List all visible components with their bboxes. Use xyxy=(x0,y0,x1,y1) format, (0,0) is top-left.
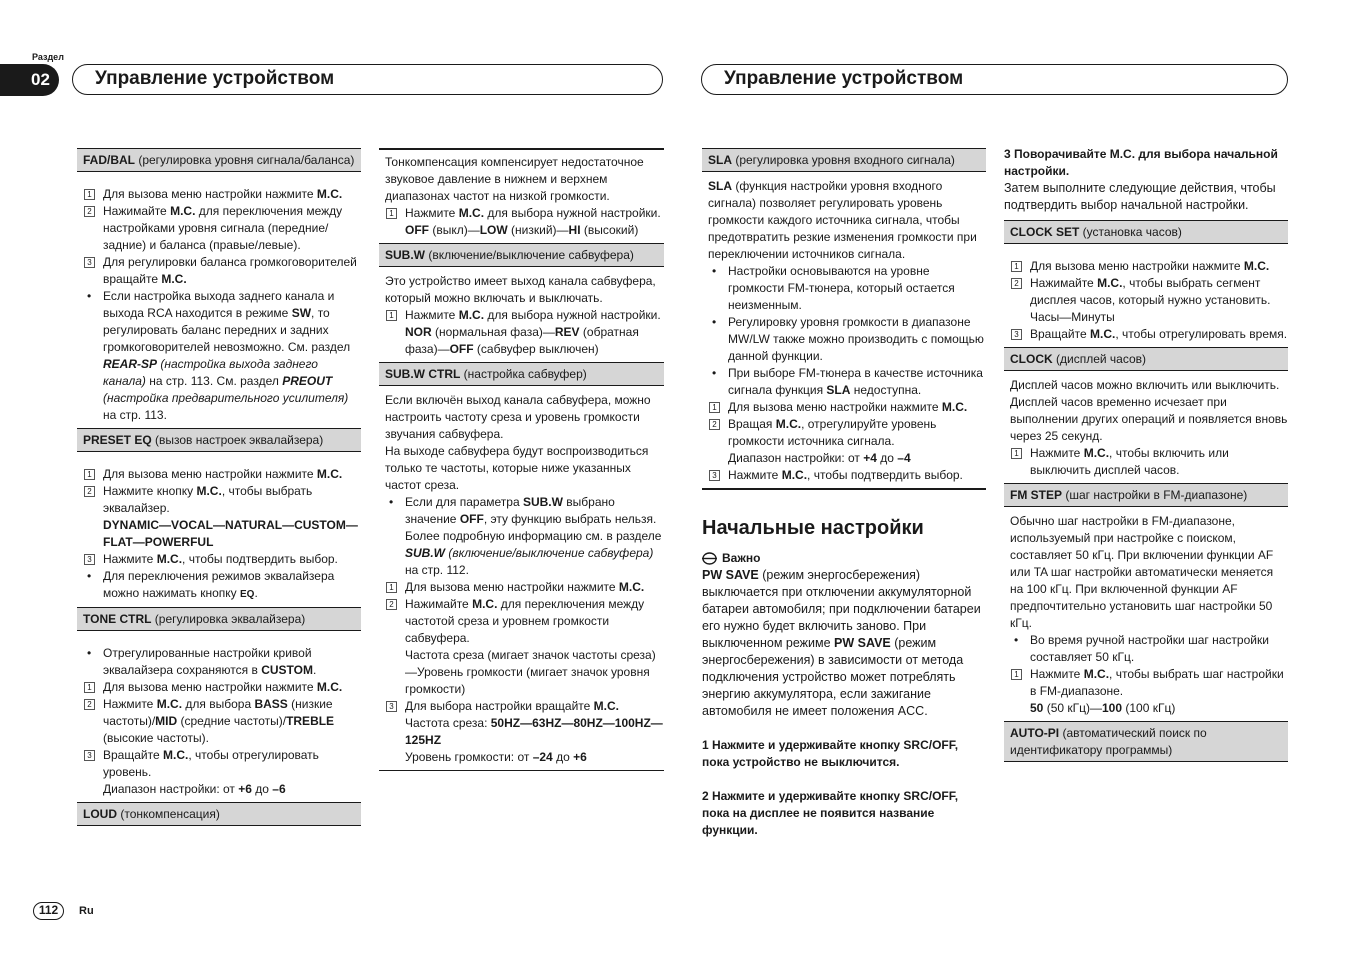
page-number: 112 xyxy=(33,902,64,920)
important-note: Важно xyxy=(702,550,986,567)
auto-pi-header: AUTO-PI (автоматический поиск по идентификатору программы) xyxy=(1004,721,1288,762)
list-item: 2 Нажмите кнопку M.C., чтобы выбрать эквалайзер. DYNAMIC—VOCAL—NATURAL—CUSTOM—FLAT—POWERFUL xyxy=(77,483,361,551)
column-4 xyxy=(1004,146,1288,762)
sub-w-header: SUB.W (включение/выключение сабвуфера) xyxy=(379,243,664,267)
loud-text: Тонкомпенсация компенсирует недостаточное звуковое давление в нижнем и верхнем диапазонах частот на низкой громкости. xyxy=(385,154,644,203)
list-item: 3 Нажмите M.C., чтобы подтвердить выбор. xyxy=(77,551,361,568)
list-item: • Во время ручной настройки шаг настройки составляет 50 кГц. xyxy=(1014,633,1269,664)
sub-w-ctrl-header: SUB.W CTRL (настройка сабвуфер) xyxy=(379,362,664,386)
clock-header: CLOCK (дисплей часов) xyxy=(1004,347,1288,371)
section-heading: Начальные настройки xyxy=(702,516,924,539)
list-item: 3 Нажмите M.C., чтобы подтвердить выбор. xyxy=(702,467,986,484)
list-item: 1 Для вызова меню настройки нажмите M.C. xyxy=(77,466,361,483)
fm-step-text: Обычно шаг настройки в FM-диапазоне, используемый при настройке с поиском, составляет 50 кГц. При включении функции AF или TA шаг настройки автоматически меняется на 100 кГц. При включенной функции AF предпочтительно установить шаг настройки 50 кГц. xyxy=(1010,514,1274,630)
section-number-tab: 02 xyxy=(0,64,59,96)
list-item: 1 Для вызова меню настройки нажмите M.C. xyxy=(702,399,986,416)
list-item: • При выборе FM-тюнера в качестве источника сигнала функция SLA недоступна. xyxy=(712,366,983,397)
list-item: 1 Нажмите M.C. для выбора нужной настройки. NOR (нормальная фаза)—REV (обратная фаза)—OFF (сабвуфер выключен) xyxy=(379,307,664,358)
page-title-right: Управление устройством xyxy=(701,64,1288,95)
list-item: • Настройки основываются на уровне громкости FM-тюнера, который остается неизменным. xyxy=(712,264,955,312)
list-item: 1 Для вызова меню настройки нажмите M.C. xyxy=(379,579,664,596)
eq-button-glyph: EQ xyxy=(240,589,255,600)
list-item: • Для переключения режимов эквалайзера можно нажимать кнопку EQ. xyxy=(87,569,335,600)
fm-step-header: FM STEP (шаг настройки в FM-диапазоне) xyxy=(1004,483,1288,507)
list-item: • Если настройка выхода заднего канала и выхода RCA находится в режиме SW, то регулировать баланс передних и задних громкоговорителей невозможно. См. раздел REAR-SP (настройка выхода заднего канала) на стр. 113. См. раздел PREOUT (настройка предварительного усилителя) на стр. 113. xyxy=(87,289,351,422)
clock-text-1: Дисплей часов можно включить или выключить. xyxy=(1010,378,1280,392)
step-1: 1 Нажмите и удерживайте кнопку SRC/OFF, пока устройство не выключится. xyxy=(702,737,959,769)
language-label: Ru xyxy=(79,905,94,917)
list-item: 1 Нажмите M.C. для выбора нужной настройки. OFF (выкл)—LOW (низкий)—HI (высокий) xyxy=(379,205,664,239)
tone-ctrl-header: TONE CTRL (регулировка эквалайзера) xyxy=(77,607,361,631)
sub-w-text: Это устройство имеет выход канала сабвуфера, который можно включать и выключать. xyxy=(385,273,656,305)
list-item: 2 Нажмите M.C. для выбора BASS (низкие частоты)/MID (средние частоты)/TREBLE (высокие частоты). xyxy=(77,696,361,747)
sub-w-ctrl-text-1: Если включён выход канала сабвуфера, можно настроить частоту среза и уровень громкости звучания сабвуфера. xyxy=(385,392,651,441)
column-2 xyxy=(379,148,664,771)
list-item: 3 Для регулировки баланса громкоговорителей вращайте M.C. xyxy=(77,254,361,288)
list-item: • Регулировку уровня громкости в диапазоне MW/LW также можно производить с помощью данной функции. xyxy=(712,315,984,363)
list-item: 1 Нажмите M.C., чтобы выбрать шаг настройки в FM-диапазоне. 50 (50 кГц)—100 (100 кГц) xyxy=(1004,666,1288,717)
clock-set-header: CLOCK SET (установка часов) xyxy=(1004,220,1288,244)
list-item: • Если для параметра SUB.W выбрано значение OFF, эту функцию выбрать нельзя. Более подробную информацию см. в разделе SUB.W (включение/выключение сабвуфера) на стр. 112. xyxy=(389,494,662,577)
list-item: 2 Нажимайте M.C., чтобы выбрать сегмент дисплея часов, который нужно установить. Часы—Минуты xyxy=(1004,275,1288,326)
list-item: 3 Для выбора настройки вращайте M.C. Частота среза: 50HZ—63HZ—80HZ—100HZ—125HZ Уровень громкости: от –24 до +6 xyxy=(379,698,664,766)
preset-eq-header: PRESET EQ (вызов настроек эквалайзера) xyxy=(77,428,361,452)
column-3 xyxy=(702,148,986,839)
clock-text-2: Дисплей часов временно исчезает при выполнении других операций и появляется вновь через 25 секунд. xyxy=(1010,395,1288,443)
list-item: 2 Нажимайте M.C. для переключения между частотой среза и уровнем громкости сабвуфера. Частота среза (мигает значок частоты среза)—Уровень громкости (мигает значок уровня громкости) xyxy=(379,596,664,698)
fad-bal-header: FAD/BAL (регулировка уровня сигнала/баланса) xyxy=(77,148,361,172)
step-3-text: Затем выполните следующие действия, чтобы подтвердить выбор начальной настройки. xyxy=(1004,181,1276,212)
section-label: Раздел xyxy=(32,52,64,62)
page-title-left: Управление устройством xyxy=(72,64,663,95)
list-item: 3 Вращайте M.C., чтобы отрегулировать время. xyxy=(1004,326,1288,343)
column-1 xyxy=(77,148,361,826)
step-3: 3 Поворачивайте M.C. для выбора начальной настройки. xyxy=(1004,147,1278,178)
sla-header: SLA (регулировка уровня входного сигнала) xyxy=(702,148,986,172)
list-item: 1 Для вызова меню настройки нажмите M.C. xyxy=(77,186,361,203)
step-2: 2 Нажмите и удерживайте кнопку SRC/OFF, пока на дисплее не появится название функции. xyxy=(702,788,959,837)
list-item: 3 Вращайте M.C., чтобы отрегулировать уровень. Диапазон настройки: от +6 до –6 xyxy=(77,747,361,798)
list-item: • Отрегулированные настройки кривой эквалайзера сохраняются в CUSTOM. xyxy=(87,646,317,677)
loud-header: LOUD (тонкомпенсация) xyxy=(77,802,361,826)
sla-text: SLA (функция настройки уровня входного сигнала) позволяет регулировать уровень громкости каждого источника сигнала, чтобы предотвратить резкие изменения громкости при переключении источников сигнала. xyxy=(708,179,977,261)
list-item: 2 Нажимайте M.C. для переключения между настройками уровня сигнала (передние/задние) и баланса (правые/левые). xyxy=(77,203,361,254)
sub-w-ctrl-text-2: На выходе сабвуфера будут воспроизводиться только те частоты, которые ниже указанных частот среза. xyxy=(385,443,649,492)
list-item: 1 Нажмите M.C., чтобы включить или выключить дисплей часов. xyxy=(1004,445,1288,479)
warning-icon xyxy=(702,552,717,565)
list-item: 1 Для вызова меню настройки нажмите M.C. xyxy=(1004,258,1288,275)
list-item: 1 Для вызова меню настройки нажмите M.C. xyxy=(77,679,361,696)
pw-save-text: PW SAVE (режим энергосбережения) выключается при отключении аккумуляторной батареи автомобиля; при подключении батареи его нужно будет включить заново. При выключенном режиме PW SAVE (режим энергосбережения) в зависимости от метода подключения устройство может потреблять энергию аккумулятора, если зажигание автомобиля не имеет положения ACC. xyxy=(702,567,981,718)
list-item: 2 Вращая M.C., отрегулируйте уровень громкости источника сигнала. Диапазон настройки: от +4 до –4 xyxy=(702,416,986,467)
